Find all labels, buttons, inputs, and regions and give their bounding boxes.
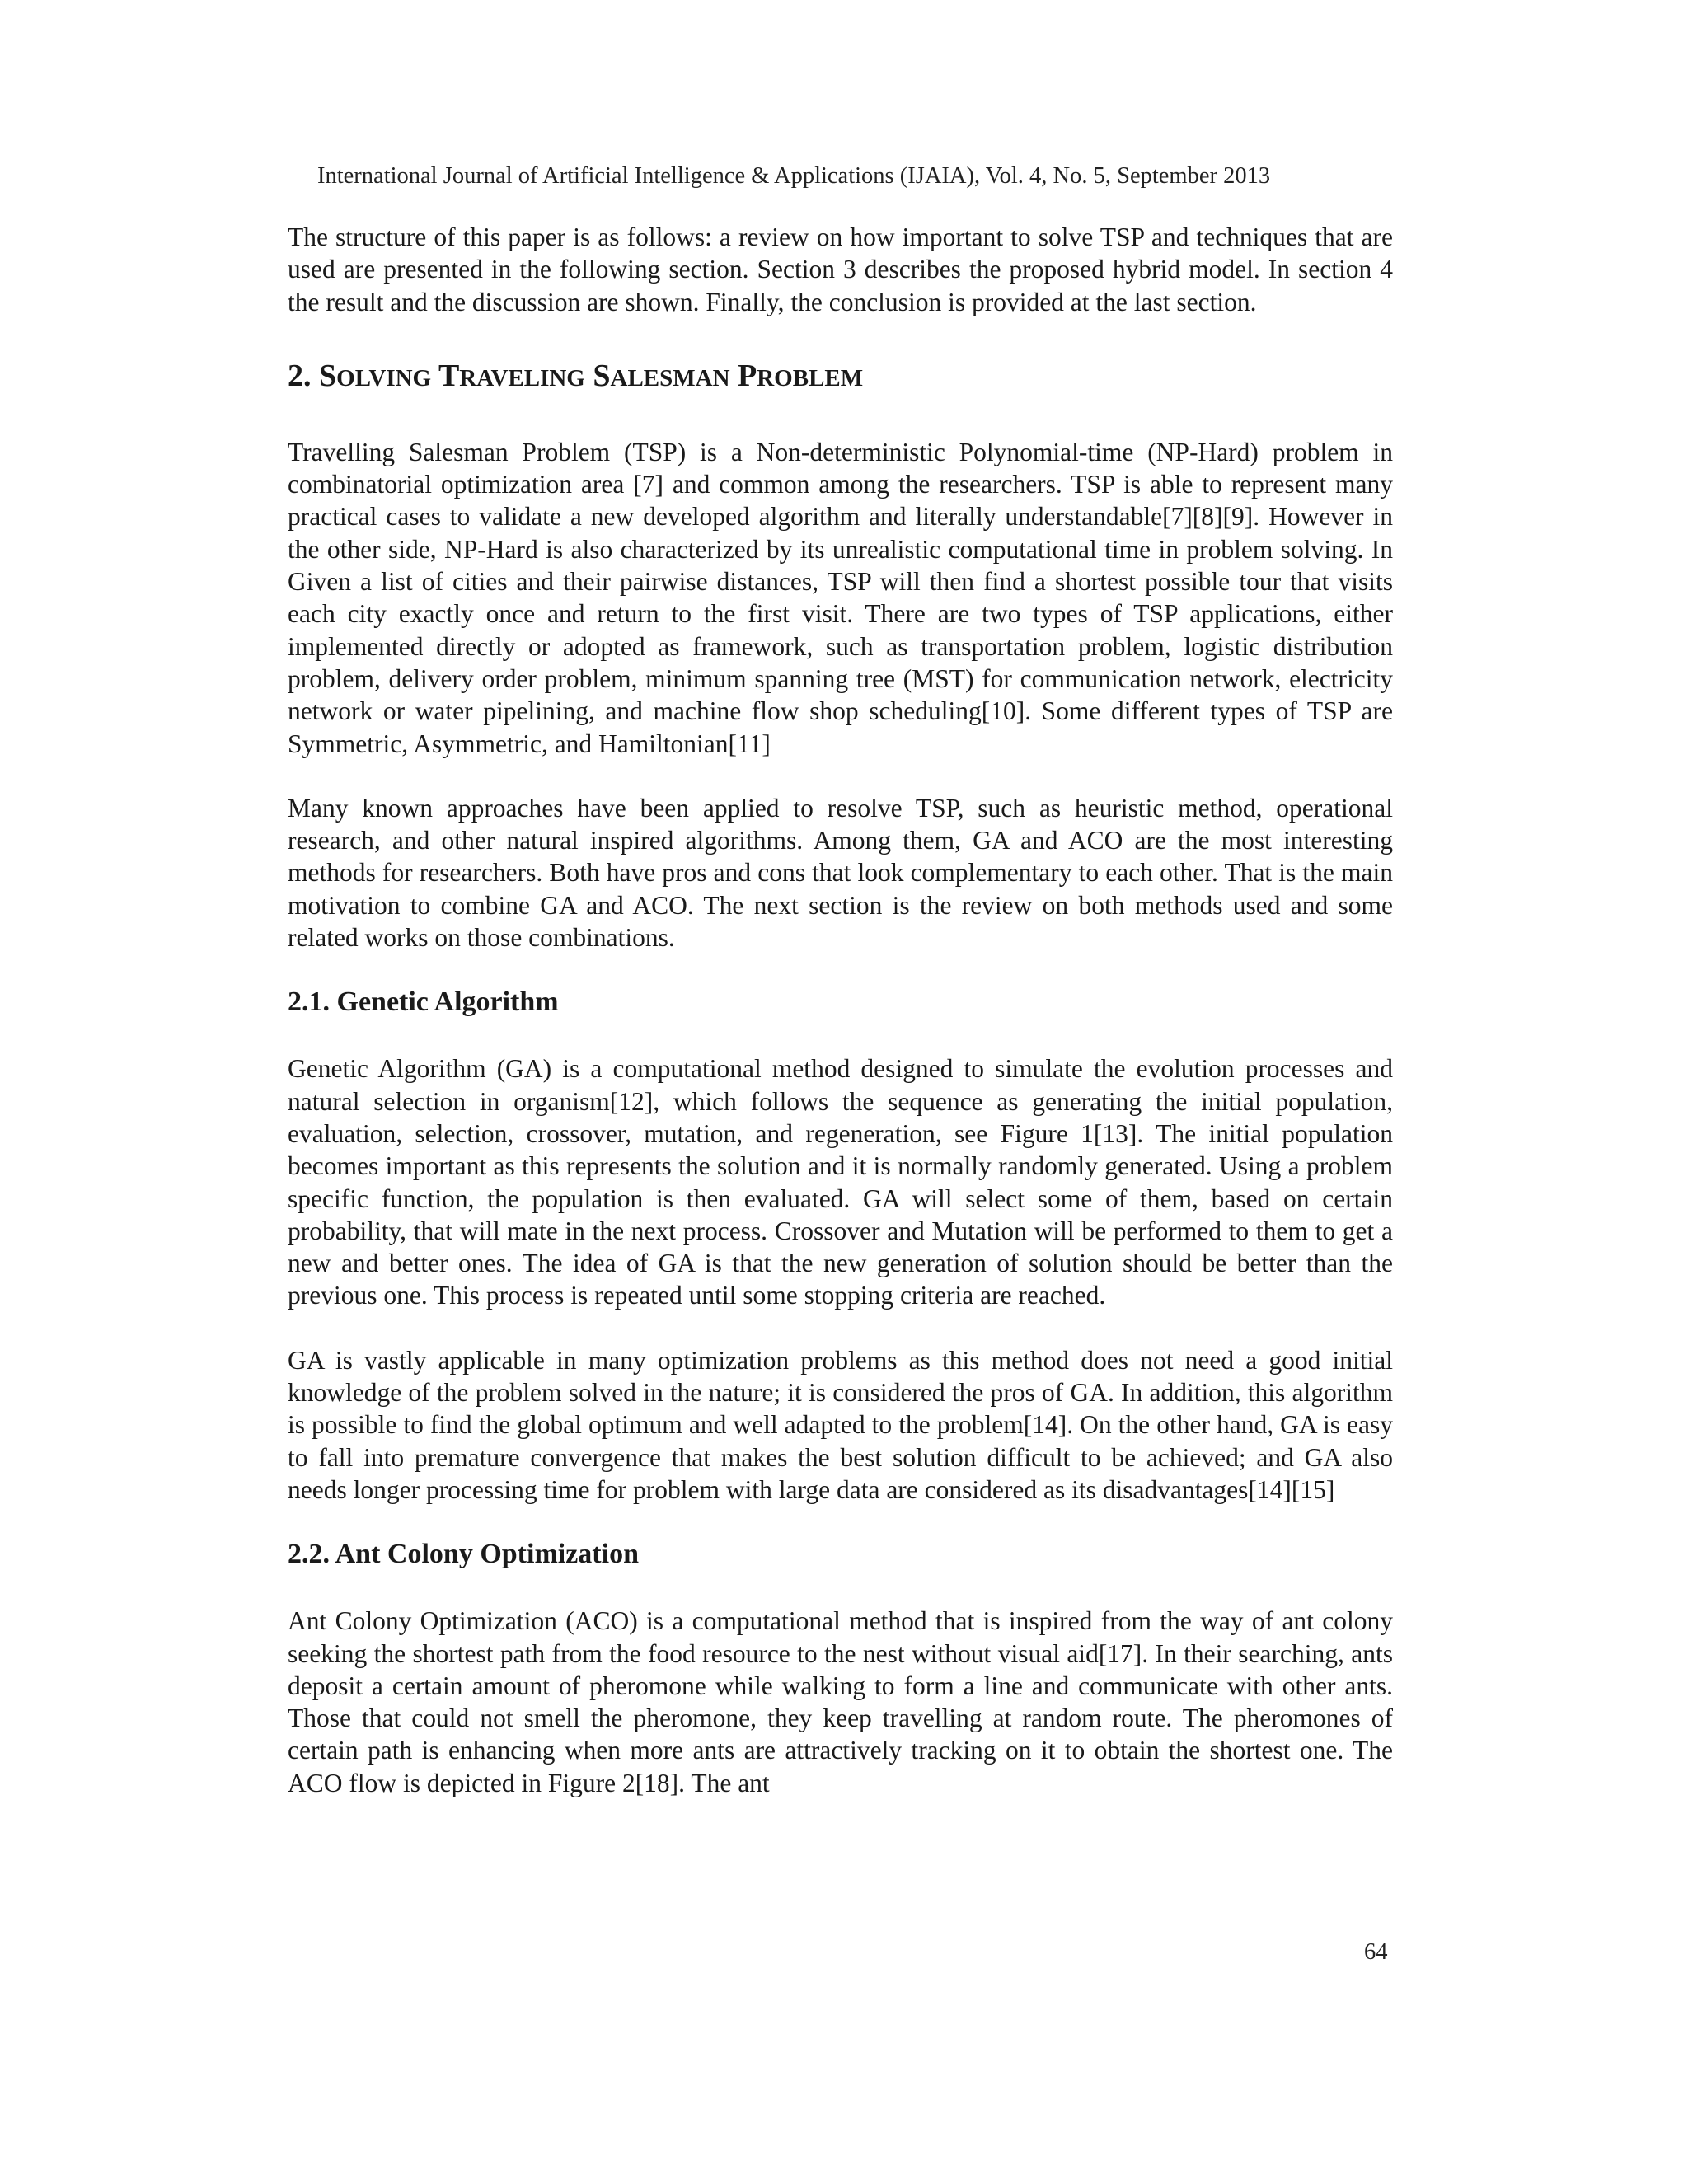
- ga-paragraph-1: Genetic Algorithm (GA) is a computational method designed to simulate the evolution processes and natural selection in organism[12], which follows the sequence as generating the initial population, evaluation, selection, crossover, mutation, and regeneration, see Figure 1[13]. The initial population becomes important as this represents the solution and it is normally randomly generated. Using a problem specific function, the population is then evaluated. GA will select some of them, based on certain probability, that will mate in the next process. Crossover and Mutation will be performed to them to get a new and better ones. The idea of GA is that the new generation of solution should be better than the previous one. This process is repeated until some stopping criteria are reached.: [288, 1054, 1393, 1310]
- page-body: [288, 221, 1393, 1799]
- section-number: 2.: [288, 358, 312, 393]
- section-2-2-heading: 2.2. Ant Colony Optimization: [288, 1539, 639, 1570]
- title-word: PROBLEM: [738, 358, 864, 393]
- ga-paragraph-2: GA is vastly applicable in many optimization problems as this method does not need a good initial knowledge of the problem solved in the nature; it is considered the pros of GA. In addition, this algorithm is possible to find the global optimum and well adapted to the problem[14]. On the other hand, GA is easy to fall into premature convergence that makes the best solution difficult to be achieved; and GA also needs longer processing time for problem with large data are considered as its disadvantages[14][15]: [288, 1345, 1393, 1504]
- section-2-heading: [288, 357, 1393, 397]
- running-header: International Journal of Artificial Intelligence & Applications (IJAIA), Vol. 4, No. 5, September 2013: [317, 163, 1271, 189]
- approaches-paragraph: Many known approaches have been applied to resolve TSP, such as heuristic method, operational research, and other natural inspired algorithms. Among them, GA and ACO are the most interesting methods for researchers. Both have pros and cons that look complementary to each other. That is the main motivation to combine GA and ACO. The next section is the review on both methods used and some related works on those combinations.: [288, 793, 1393, 953]
- title-word: SALESMAN: [593, 358, 730, 393]
- aco-paragraph: Ant Colony Optimization (ACO) is a computational method that is inspired from the way of ant colony seeking the shortest path from the food resource to the nest without visual aid[17]. In their searching, ants deposit a certain amount of pheromone while walking to form a line and communicate with other ants. Those that could not smell the pheromone, they keep travelling at random route. The pheromones of certain path is enhancing when more ants are attractively tracking on it to obtain the shortest one. The ACO flow is depicted in Figure 2[18]. The ant: [288, 1606, 1393, 1797]
- title-word: SOLVING: [319, 358, 432, 393]
- section-2-1-heading: 2.1. Genetic Algorithm: [288, 987, 559, 1018]
- tsp-paragraph: Travelling Salesman Problem (TSP) is a Non-deterministic Polynomial-time (NP-Hard) problem in combinatorial optimization area [7] and common among the researchers. TSP is able to represent many practical cases to validate a new developed algorithm and literally understandable[7][8][9]. However in the other side, NP-Hard is also characterized by its unrealistic computational time in problem solving. In Given a list of cities and their pairwise distances, TSP will then find a shortest possible tour that visits each city exactly once and return to the first visit. There are two types of TSP applications, either implemented directly or adopted as framework, such as transportation problem, logistic distribution problem, delivery order problem, minimum spanning tree (MST) for communication network, electricity network or water pipelining, and machine flow shop scheduling[10]. Some different types of TSP are Symmetric, Asymmetric, and Hamiltonian[11]: [288, 437, 1393, 758]
- page-number: 64: [1364, 1939, 1388, 1965]
- title-word: TRAVELING: [438, 358, 585, 393]
- intro-paragraph: The structure of this paper is as follows: a review on how important to solve TSP and techniques that are used are presented in the following section. Section 3 describes the proposed hybrid model. In section 4 the result and the discussion are shown. Finally, the conclusion is provided at the last section.: [288, 223, 1393, 316]
